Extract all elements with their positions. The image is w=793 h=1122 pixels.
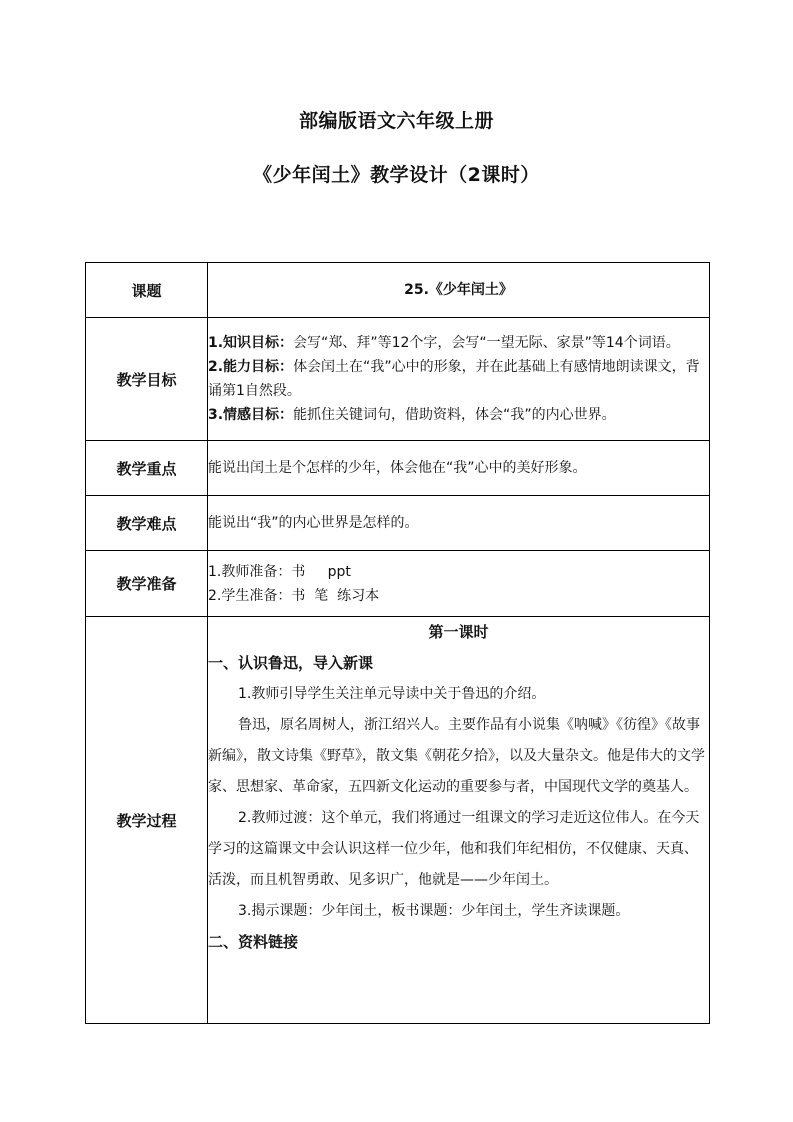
goal-emotion-text: 能抓住关键词句，借助资料，体会“我”的内心世界。	[293, 407, 616, 423]
goal-emotion-prefix: 3.情感目标：	[208, 407, 294, 423]
row-difficult-point	[86, 496, 710, 551]
label-topic: 课题	[86, 263, 208, 318]
process-paragraph: 1.教师引导学生关注单元导读中关于鲁迅的介绍。	[238, 686, 546, 702]
value-difficult-point: 能说出“我”的内心世界是怎样的。	[208, 496, 710, 551]
document-subtitle: 《少年闰土》教学设计（2课时）	[253, 164, 540, 186]
goal-ability-prefix: 2.能力目标：	[208, 359, 294, 375]
row-process	[86, 617, 710, 1024]
row-preparation	[86, 551, 710, 617]
label-preparation: 教学准备	[86, 551, 208, 617]
goal-ability	[208, 355, 709, 403]
document-title: 部编版语文六年级上册	[298, 110, 494, 132]
label-goals: 教学目标	[86, 318, 208, 441]
goal-ability-text: 体会闰土在“我”心中的形象，并在此基础上有感情地朗读课文，背诵第1自然段。	[208, 359, 700, 399]
value-key-point: 能说出闰土是个怎样的少年，体会他在“我”心中的美好形象。	[208, 441, 710, 496]
value-goals	[208, 318, 710, 441]
label-difficult-point: 教学难点	[86, 496, 208, 551]
prep-student: 2.学生准备：书 笔 练习本	[208, 587, 380, 604]
process-paragraph: 3.揭示课题：少年闰土，板书课题：少年闰土，学生齐读课题。	[238, 903, 630, 919]
label-key-point: 教学重点	[86, 441, 208, 496]
label-process: 教学过程	[86, 617, 208, 1024]
goal-emotion	[208, 403, 709, 427]
goal-knowledge	[208, 331, 709, 355]
lesson-heading: 第一课时	[428, 623, 489, 641]
section-heading-1: 一、认识鲁迅，导入新课	[208, 654, 374, 672]
row-goals	[86, 318, 710, 441]
value-preparation	[208, 551, 710, 617]
lesson-plan-table	[85, 262, 710, 1024]
row-key-point	[86, 441, 710, 496]
value-topic: 25.《少年闰土》	[208, 263, 710, 318]
prep-teacher: 1.教师准备：书 ppt	[208, 563, 351, 580]
goal-knowledge-text: 会写“郑、拜”等12个字，会写“一望无际、家景”等14个词语。	[293, 335, 680, 351]
value-process	[208, 617, 710, 1024]
section-heading-2: 二、资料链接	[208, 933, 299, 951]
process-paragraph: 鲁迅，原名周树人，浙江绍兴人。主要作品有小说集《呐喊》《彷徨》《故事新编》，散文诗集《野草》，散文集《朝花夕拾》，以及大量杂文。他是伟大的文学家、思想家、革命家，五四新文化运动的重要参与者，中国现代文学的奠基人。	[208, 717, 705, 795]
goal-knowledge-prefix: 1.知识目标：	[208, 335, 294, 351]
row-topic	[86, 263, 710, 318]
process-paragraph: 2.教师过渡：这个单元，我们将通过一组课文的学习走近这位伟人。在今天学习的这篇课文中会认识这样一位少年，他和我们年纪相仿，不仅健康、天真、活泼，而且机智勇敢、见多识广，他就是——少年闰土。	[208, 810, 700, 888]
